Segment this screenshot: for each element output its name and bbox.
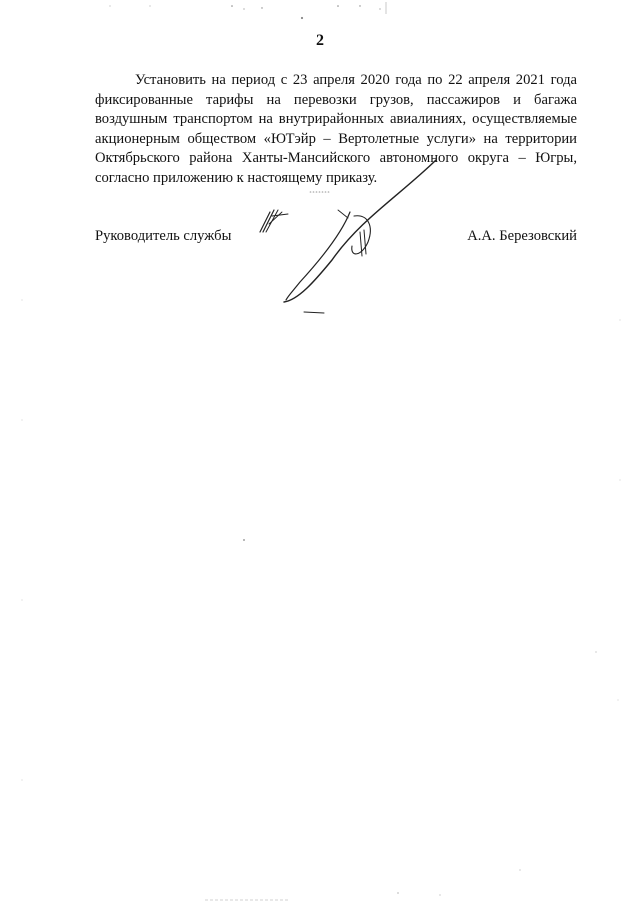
body-paragraph: Установить на период с 23 апреля 2020 года по 22 апреля 2021 года фиксированные тарифы на перевозки грузов, пассажиров и багажа воздушным транспортом на внутрирайонных авиалиниях, осуществляемые акционерным обществом «ЮТэйр – Вертолетные услуги» на территории Октябрьского района Ханты-Мансийского автономного округа – Югры, согласно приложению к настоящему приказу. bbox=[95, 72, 577, 186]
handwritten-signature bbox=[250, 150, 450, 320]
page-number: 2 bbox=[316, 32, 324, 49]
signatory-name: А.А. Березовский bbox=[467, 228, 577, 244]
signatory-title: Руководитель службы bbox=[95, 228, 232, 244]
